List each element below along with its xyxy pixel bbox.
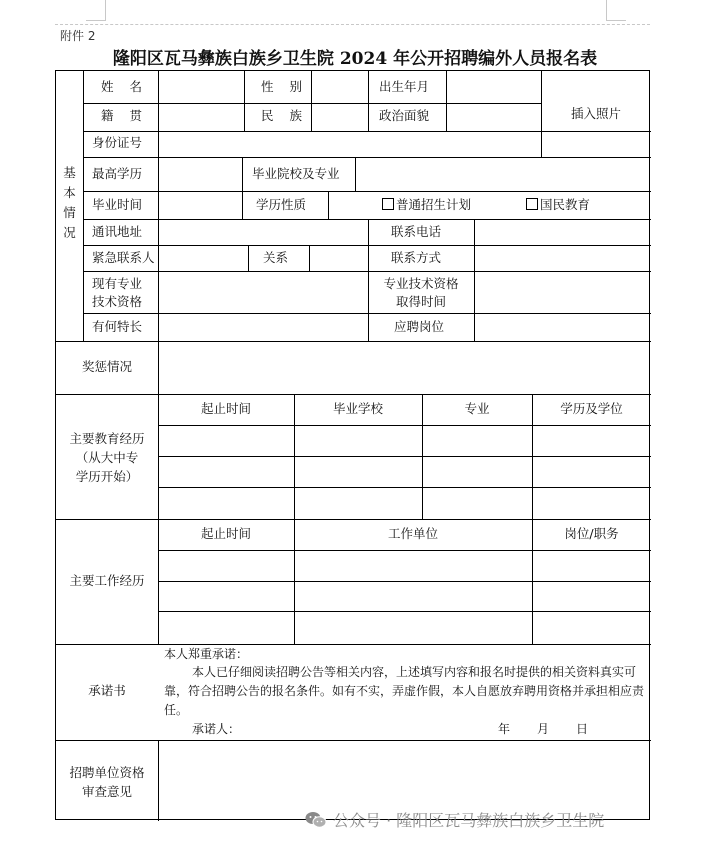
watermark-text: 公众号 · 隆阳区瓦马彝族白族乡卫生院: [333, 811, 605, 830]
label-education-history: 主要教育经历 （从大中专 学历开始）: [69, 431, 145, 484]
rule: [158, 71, 159, 103]
label-work-history: 主要工作经历: [69, 573, 145, 588]
checkbox-icon[interactable]: [526, 198, 538, 210]
work-header-position: 岗位/职务: [564, 526, 619, 541]
rule: [309, 245, 310, 271]
pledge-day: 日: [576, 722, 589, 736]
form-title: 隆阳区瓦马彝族白族乡卫生院 2024 年公开招聘编外人员报名表: [112, 49, 598, 69]
rule: [83, 245, 651, 246]
pledge-body: 本人已仔细阅读招聘公告等相关内容，上述填写内容和报名时提供的相关资料真实可靠，符合招聘公告的报名条件。如有不实，弄虚作假，本人自愿放弃聘用资格并承担相应责任。: [164, 665, 645, 717]
checkbox-regular-plan[interactable]: [382, 197, 471, 213]
rule: [83, 131, 651, 132]
rule: [158, 341, 159, 394]
rule: [56, 740, 651, 741]
crop-mark: [606, 20, 626, 22]
rule: [158, 191, 159, 219]
pledge-heading: 本人郑重承诺：: [164, 647, 249, 661]
rule: [158, 550, 651, 551]
edu-header-school: 毕业学校: [332, 401, 383, 416]
rule: [311, 71, 312, 131]
rule: [368, 245, 369, 271]
rule: [368, 71, 369, 131]
rule: [158, 131, 159, 157]
checkbox-regular-plan-label: 普通招生计划: [396, 197, 472, 212]
rule: [83, 71, 84, 341]
rule: [244, 71, 245, 131]
rule: [158, 219, 159, 245]
rule: [158, 487, 651, 488]
label-id-number: 身份证号: [92, 135, 143, 150]
checkbox-icon[interactable]: [382, 198, 394, 210]
work-header-employer: 工作单位: [387, 526, 438, 541]
rule: [56, 644, 651, 645]
label-name: 姓 名: [101, 79, 148, 94]
edu-header-degree: 学历及学位: [560, 401, 623, 416]
label-pledge: 承诺书: [88, 683, 126, 698]
rule: [158, 611, 651, 612]
label-review-opinion: 招聘单位资格 审查意见: [69, 765, 145, 799]
checkbox-national-education[interactable]: [526, 197, 590, 213]
rule: [83, 157, 651, 158]
rule: [158, 456, 651, 457]
label-title-obtained-time: 专业技术资格 取得时间: [383, 276, 459, 309]
label-gender: 性 别: [261, 79, 308, 94]
rule: [158, 103, 159, 131]
rule: [83, 103, 541, 104]
watermark: [305, 808, 604, 831]
section-basic-label: 基 本 情 况: [63, 165, 76, 240]
label-origin: 籍 贯: [101, 108, 148, 123]
label-emergency-contact: 紧急联系人: [92, 250, 155, 265]
label-ethnicity: 民 族: [261, 108, 308, 123]
rule: [355, 157, 356, 191]
label-rewards: 奖惩情况: [81, 359, 132, 374]
header-guide: [55, 24, 650, 26]
rule: [368, 313, 369, 341]
rule: [158, 313, 159, 341]
label-highest-education: 最高学历: [92, 166, 143, 181]
label-graduation-time: 毕业时间: [92, 197, 143, 212]
pledge-month: 月: [537, 722, 550, 736]
crop-mark: [105, 0, 107, 20]
rule: [56, 519, 651, 520]
label-specialty: 有何特长: [92, 319, 143, 334]
rule: [56, 341, 651, 342]
crop-mark: [606, 0, 608, 20]
rule: [158, 245, 159, 271]
photo-placeholder[interactable]: 插入照片: [570, 106, 621, 121]
edu-header-period: 起止时间: [200, 401, 251, 416]
rule: [83, 313, 651, 314]
label-relation: 关系: [263, 250, 289, 265]
rule: [328, 191, 329, 219]
rule: [474, 313, 475, 341]
rule: [158, 271, 159, 313]
label-address: 通讯地址: [92, 224, 143, 239]
rule: [474, 271, 475, 313]
registration-form: [55, 70, 650, 820]
rule: [474, 245, 475, 271]
rule: [242, 191, 243, 219]
label-phone: 联系电话: [391, 224, 442, 239]
rule: [368, 219, 369, 245]
rule: [446, 71, 447, 131]
rule: [248, 245, 249, 271]
checkbox-national-education-label: 国民教育: [540, 197, 591, 212]
rule: [158, 157, 159, 191]
label-political: 政治面貌: [379, 108, 430, 123]
wechat-icon: [305, 811, 327, 829]
crop-mark: [86, 20, 106, 22]
rule: [83, 219, 651, 220]
work-header-period: 起止时间: [200, 526, 251, 541]
edu-header-major: 专业: [464, 401, 490, 416]
rule: [158, 581, 651, 582]
rule: [242, 157, 243, 191]
rule: [83, 191, 651, 192]
label-contact-method: 联系方式: [391, 250, 442, 265]
pledge-signer: 承诺人：: [192, 722, 241, 736]
label-professional-title: 现有专业 技术资格: [92, 276, 143, 309]
rule: [158, 740, 159, 821]
rule: [474, 219, 475, 245]
label-education-nature: 学历性质: [256, 197, 307, 212]
rule: [158, 425, 651, 426]
pledge-year: 年: [498, 722, 511, 736]
label-applied-position: 应聘岗位: [394, 319, 445, 334]
label-school-major: 毕业院校及专业: [252, 166, 340, 181]
label-birth: 出生年月: [379, 79, 430, 94]
rule: [56, 394, 651, 395]
rule: [83, 271, 651, 272]
annex-label: 附件 2: [60, 29, 96, 43]
